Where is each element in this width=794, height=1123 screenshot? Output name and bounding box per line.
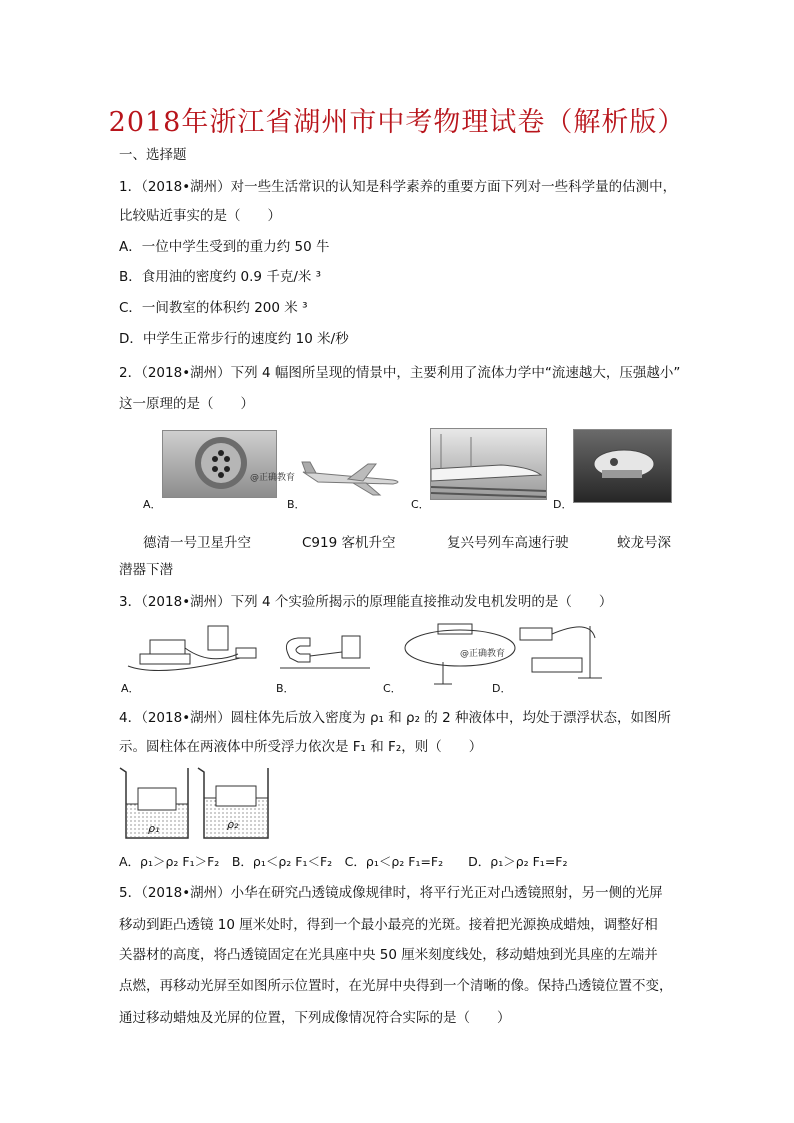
q3-label-a: A．	[121, 682, 140, 695]
q3-label-d: D．	[492, 682, 512, 695]
q3-label-c: C．	[383, 682, 402, 695]
bullet-train-photo	[430, 428, 547, 500]
q2-caption-a: 德清一号卫星升空	[143, 535, 251, 551]
q5-text-line1: 5．（2018•湖州）小华在研究凸透镜成像规律时，将平行光正对凸透镜照射，另一侧的光屏	[119, 885, 663, 901]
q3-watermark: @正确教育	[460, 649, 506, 659]
satellite-launch-photo	[162, 430, 277, 498]
q4-text-line2: 示。圆柱体在两液体中所受浮力依次是 F₁ 和 F₂，则（ ）	[119, 739, 483, 755]
q1-option-c: C．一间教室的体积约 200 米 ³	[119, 300, 308, 316]
rho1-label: ρ₁	[148, 822, 160, 835]
q2-caption-c: 复兴号列车高速行驶	[447, 535, 569, 551]
q3-text-line1: 3．（2018•湖州）下列 4 个实验所揭示的原理能直接推动发电机发明的是（ ）	[119, 594, 613, 610]
q1-text-line2: 比较贴近事实的是（ ）	[119, 208, 281, 224]
q2-label-b: B．	[287, 498, 306, 511]
q2-watermark: @正确教育	[250, 473, 296, 483]
rho2-label: ρ₂	[227, 818, 239, 831]
q1-option-d: D．中学生正常步行的速度约 10 米/秒	[119, 331, 349, 347]
q1-option-b: B．食用油的密度约 0.9 千克/米 ³	[119, 269, 322, 285]
q4-beakers-diagram	[118, 764, 278, 842]
q2-caption-d-continued: 潜器下潜	[119, 562, 173, 578]
q2-text-line2: 这一原理的是（ ）	[119, 396, 254, 412]
section-heading: 一、选择题	[119, 147, 187, 163]
airplane-photo	[298, 452, 408, 497]
q5-text-line4: 点燃，再移动光屏至如图所示位置时，在光屏中央得到一个清晰的像。保持凸透镜位置不变，	[119, 978, 673, 994]
q5-text-line5: 通过移动蜡烛及光屏的位置，下列成像情况符合实际的是（ ）	[119, 1010, 511, 1026]
q4-options: A．ρ₁＞ρ₂ F₁＞F₂ B．ρ₁＜ρ₂ F₁＜F₂ C．ρ₁＜ρ₂ F₁=F₂ D．ρ₁＞ρ₂ F₁=F₂	[119, 854, 568, 869]
q2-caption-d: 蛟龙号深	[617, 535, 671, 551]
q2-label-c: C．	[411, 498, 430, 511]
q2-label-d: D．	[553, 498, 573, 511]
q3-label-b: B．	[276, 682, 295, 695]
q2-text-line1: 2．（2018•湖州）下列 4 幅图所呈现的情景中，主要利用了流体力学中“流速越大，压强越小”	[119, 365, 681, 381]
q2-label-a: A．	[143, 498, 162, 511]
q1-text-line1: 1．（2018•湖州）对一些生活常识的认知是科学素养的重要方面下列对一些科学量的估测中，	[119, 179, 677, 195]
q5-text-line2: 移动到距凸透镜 10 厘米处时，得到一个最小最亮的光斑。接着把光源换成蜡烛，调整好相	[119, 917, 658, 933]
q5-text-line3: 关器材的高度，将凸透镜固定在光具座中央 50 厘米刻度线处，移动蜡烛到光具座的左端并	[119, 947, 658, 963]
document-title: 2018年浙江省湖州市中考物理试卷（解析版）	[108, 107, 686, 138]
submersible-photo	[573, 429, 672, 503]
q4-text-line1: 4．（2018•湖州）圆柱体先后放入密度为 ρ₁ 和 ρ₂ 的 2 种液体中，均处于漂浮状态，如图所	[119, 710, 671, 726]
q1-option-a: A．一位中学生受到的重力约 50 牛	[119, 239, 330, 255]
q2-caption-b: C919 客机升空	[302, 535, 396, 551]
